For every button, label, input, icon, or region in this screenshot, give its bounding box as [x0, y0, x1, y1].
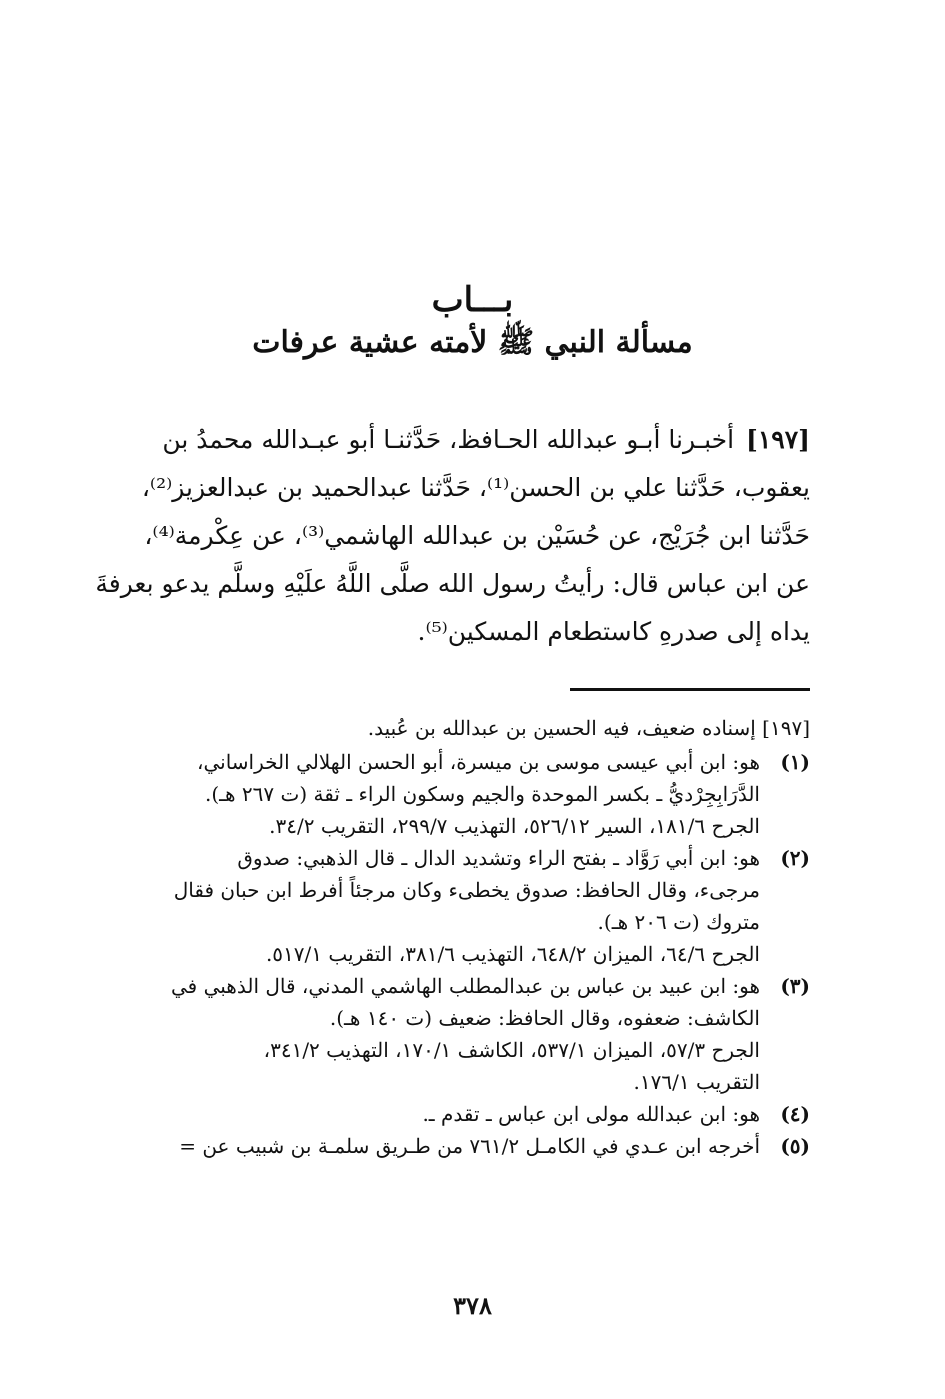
footnote-number: (٢) — [780, 846, 810, 870]
footnote-line: الجرح ١٨١/٦، السير ٥٢٦/١٢، التهذيب ٢٩٩/٧، التقريب ٣٤/٢. — [269, 814, 760, 838]
footnote-body — [112, 842, 760, 970]
chapter-title: مسألة النبي ﷺ لأمته عشية عرفات — [252, 325, 693, 360]
footnote-number: (٥) — [780, 1134, 810, 1158]
footnote-body — [112, 970, 760, 1098]
footnote-line: هو: ابن عبيد بن عباس بن عبدالمطلب الهاشمي المدني، قال الذهبي في — [171, 974, 760, 998]
footnote-3 — [112, 970, 810, 1098]
footnote-line: مرجىء، وقال الحافظ: صدوق يخطىء وكان مرجئاً أفرط ابن حبان فقال — [173, 878, 760, 902]
footnote-line: هو: ابن أبي عيسى موسى بن ميسرة، أبو الحسن الهلالي الخراساني، — [197, 750, 760, 774]
hadith-number: [١٩٧] — [746, 425, 810, 454]
footnote-body — [112, 746, 760, 842]
page-number: ٣٧٨ — [453, 1291, 492, 1320]
chapter-heading: بـــاب — [431, 280, 514, 320]
footnote-line: الجرح ٦٤/٦، الميزان ٦٤٨/٢، التهذيب ٣٨١/٦، التقريب ٥١٧/١. — [265, 942, 760, 966]
footnote-line: الكاشف: ضعفوه، وقال الحافظ: ضعيف (ت ١٤٠ هـ). — [329, 1006, 760, 1030]
footnote-line: التقريب ١٧٦/١. — [633, 1070, 760, 1094]
footnote-body — [112, 1130, 760, 1162]
footnote-line: أخرجه ابن عـدي في الكامـل ٧٦١/٢ من طـريق سلمـة بن شبيب عن = — [179, 1134, 760, 1158]
footnote-2 — [112, 842, 810, 970]
footnotes — [112, 712, 810, 1162]
hadith-line: حَدَّثنا ابن جُرَيْج، عن حُسَيْن بن عبدالله الهاشمي⁽³⁾، عن عِكْرمة⁽⁴⁾، — [144, 521, 810, 550]
footnote-separator — [570, 688, 810, 691]
footnote-number: (١) — [780, 750, 810, 774]
footnote-4 — [112, 1098, 810, 1130]
hadith-line — [112, 416, 810, 464]
footnote-number: (٣) — [780, 974, 810, 998]
footnote-line: هو: ابن عبدالله مولى ابن عباس ـ تقدم ـ. — [422, 1102, 760, 1126]
footnote-1 — [112, 746, 810, 842]
footnote-line: الجرح ٥٧/٣، الميزان ٥٣٧/١، الكاشف ١٧٠/١، التهذيب ٣٤١/٢، — [263, 1038, 760, 1062]
footnote-line: متروك (ت ٢٠٦ هـ). — [597, 910, 760, 934]
footnote-body — [112, 1098, 760, 1130]
hadith-line: يداه إلى صدرهِ كاستطعام المسكين⁽⁵⁾. — [417, 617, 810, 646]
footnote-5 — [112, 1130, 810, 1162]
hadith-line: يعقوب، حَدَّثنا علي بن الحسن⁽¹⁾، حَدَّثنا عبدالحميد بن عبدالعزيز⁽²⁾، — [141, 473, 810, 502]
footnote-line: الدَّرَابِجِرْديُّ ـ بكسر الموحدة والجيم وسكون الراء ـ ثقة (ت ٢٦٧ هـ). — [204, 782, 760, 806]
hadith-line-text: أخبـرنا أبـو عبدالله الحـافظ، حَدَّثنـا أبو عبـدالله محمدُ بن — [162, 425, 735, 454]
hadith-text — [95, 416, 810, 656]
footnote-line: هو: ابن أبي رَوَّاد ـ بفتح الراء وتشديد الدال ـ قال الذهبي: صدوق — [237, 846, 760, 870]
hadith-line: عن ابن عباس قال: رأيتُ رسول الله صلَّى اللَّهُ علَيْهِ وسلَّم يدعو بعرفةَ — [95, 569, 810, 598]
footnote-intro: [١٩٧] إسناده ضعيف، فيه الحسين بن عبدالله بن عُبيد. — [367, 716, 810, 740]
footnote-number: (٤) — [780, 1102, 810, 1126]
